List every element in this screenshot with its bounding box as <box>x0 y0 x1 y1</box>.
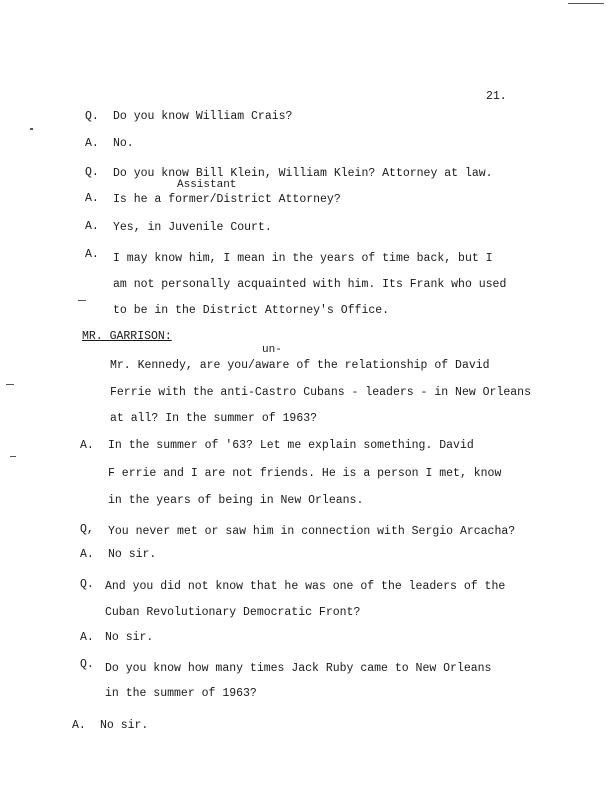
answer-text: F errie and I are not friends. He is a person I met, know <box>108 467 502 480</box>
answer-text: No sir. <box>100 719 149 732</box>
answer-text: in the years of being in New Orleans. <box>108 494 364 507</box>
answer-label: A. <box>80 631 94 644</box>
speaker-text: at all? In the summer of 1963? <box>110 412 318 425</box>
answer-label: A. <box>85 248 99 261</box>
answer-label: A. <box>80 548 94 561</box>
question-label: Q. <box>80 578 94 591</box>
speaker-text: Ferrie with the anti-Castro Cubans - leaders - in New Orleans <box>110 386 531 399</box>
question-label: Q, <box>80 523 94 536</box>
answer-label: A. <box>85 137 99 150</box>
question-text: in the summer of 1963? <box>105 687 257 700</box>
answer-text: No. <box>113 137 134 150</box>
scan-mark <box>30 128 33 130</box>
question-label: Q. <box>85 110 99 123</box>
answer-label: A. <box>85 192 99 205</box>
question-text: Do you know how many times Jack Ruby came to New Orleans <box>105 662 492 675</box>
answer-label: A. <box>72 719 86 732</box>
answer-text: I may know him, I mean in the years of time back, but I <box>113 252 493 265</box>
question-text: Cuban Revolutionary Democratic Front? <box>105 606 361 619</box>
answer-text: Yes, in Juvenile Court. <box>113 221 272 234</box>
answer-text: am not personally acquainted with him. Its Frank who used <box>113 278 507 291</box>
answer-text: No sir. <box>108 548 157 561</box>
question-label: Q. <box>80 658 94 671</box>
speaker-text: Mr. Kennedy, are you/aware of the relationship of David <box>110 359 490 372</box>
scan-mark <box>6 384 14 385</box>
scan-mark <box>10 456 16 457</box>
speaker-heading: MR. GARRISON: <box>82 330 172 343</box>
handwritten-insertion: Assistant <box>177 179 237 191</box>
question-text: Do you know William Crais? <box>113 110 293 123</box>
question-text: Do you know Bill Klein, William Klein? Attorney at law. <box>113 167 493 180</box>
answer-label: A. <box>80 439 94 452</box>
scan-mark <box>568 3 604 4</box>
answer-text: In the summer of '63? Let me explain something. David <box>108 439 474 452</box>
page-number: 21. <box>486 90 507 103</box>
handwritten-insertion: un- <box>262 344 282 356</box>
question-text: You never met or saw him in connection with Sergio Arcacha? <box>108 525 516 538</box>
question-text: And you did not know that he was one of the leaders of the <box>105 580 506 593</box>
scan-mark <box>78 300 86 301</box>
answer-label: A. <box>85 220 99 233</box>
answer-text: No sir. <box>105 631 154 644</box>
answer-text: to be in the District Attorney's Office. <box>113 304 390 317</box>
question-label: Q. <box>85 166 99 179</box>
answer-text: Is he a former/District Attorney? <box>113 193 341 206</box>
